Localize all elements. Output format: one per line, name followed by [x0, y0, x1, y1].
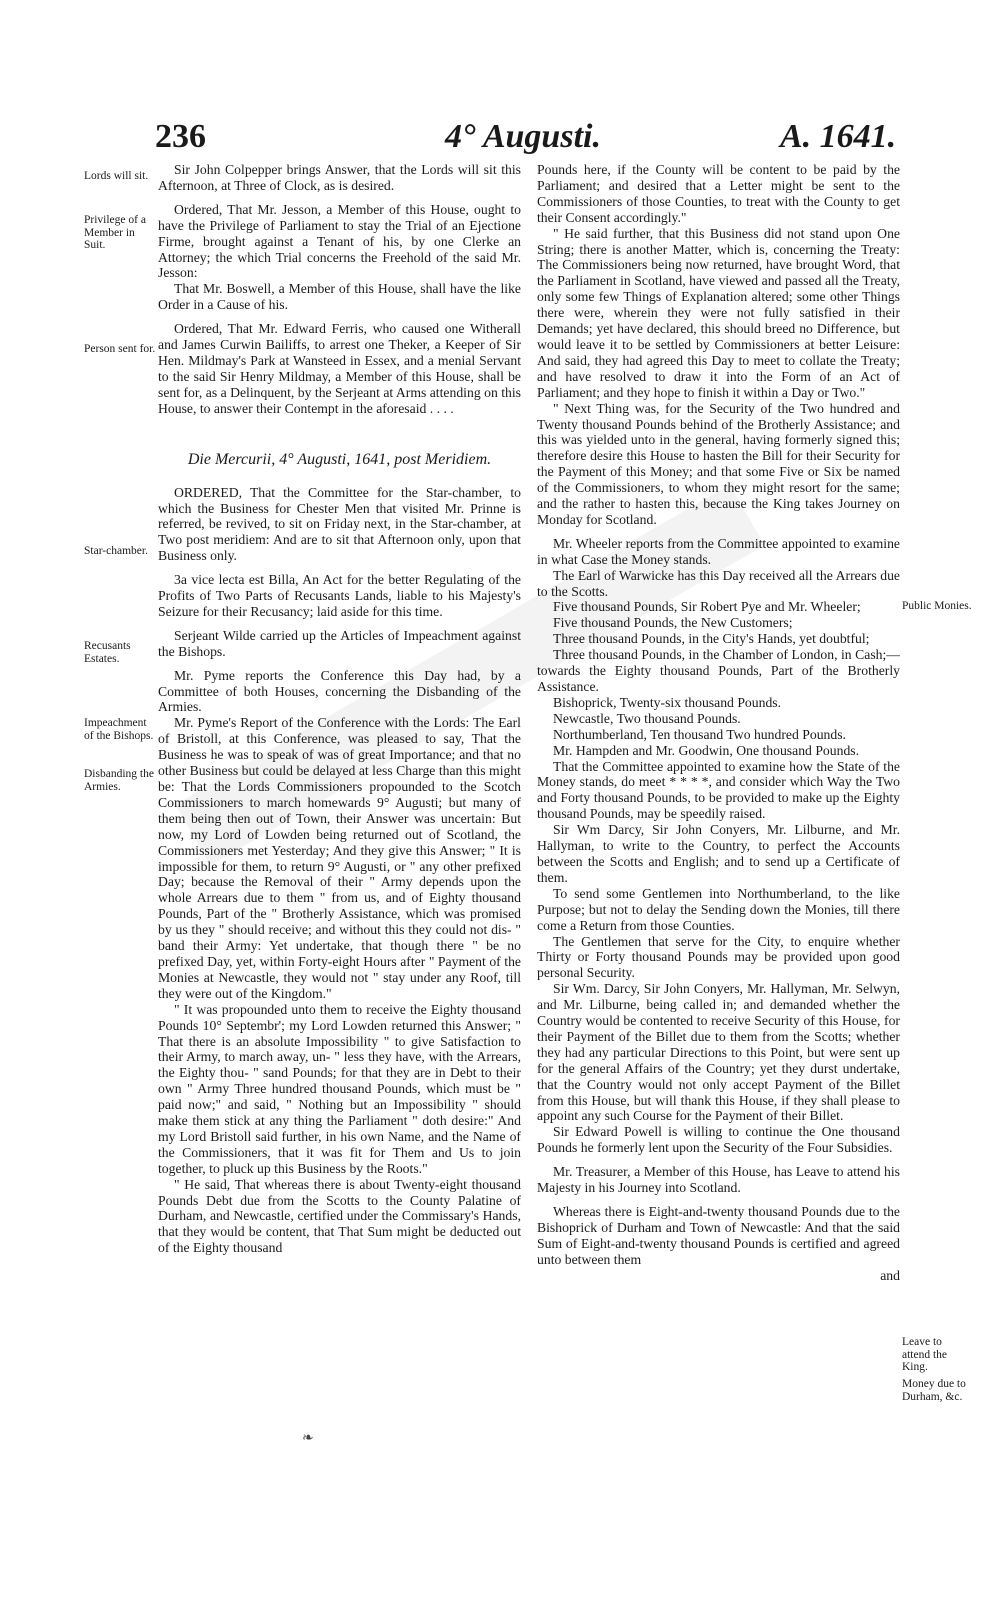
paragraph: Mr. Pyme reports the Conference this Day had, by a Committee of both Houses, concerning the Disbanding of the Armies. — [158, 667, 521, 715]
paragraph: Mr. Hampden and Mr. Goodwin, One thousand Pounds. — [553, 742, 860, 758]
margin-note-money-due: Money due to Durham, &c. — [902, 1378, 966, 1403]
paragraph: Five thousand Pounds, Sir Robert Pye and Mr. Wheeler; — [553, 599, 861, 615]
paragraph: Sir Wm. Darcy, Sir John Conyers, Mr. Hallyman, Mr. Selwyn, and Mr. Lilburne, being called in; and demanded whether the Country would be contented to receive Security of this House, for their Payment of the Billet due to them from the Scotts; whether they had any particular Directions to this Point, but were sent up for the general Affairs of the Country; yet they durst undertake, that the Country would not only accept Payment of the Billet from this House, but will thank this House, if they shall please to appoint any such Course for the Payment of their Billet. — [537, 981, 900, 1124]
catchword: and — [880, 1267, 900, 1283]
margin-note-recusants: Recusants Estates. — [84, 640, 131, 665]
paragraph: Ordered, That Mr. Jesson, a Member of this House, ought to have the Privilege of Parliament to stay the Trial of an Ejectione Firme, brought against a Tenant of his, by one Clerke an Attorney; the which Trial concerns the Freehold of the said Mr. Jesson: — [158, 201, 521, 281]
paragraph: Whereas there is Eight-and-twenty thousand Pounds due to the Bishoprick of Durham and Town of Newcastle: And that the said Sum of Eight-and-twenty thousand Pounds is certified and agreed unto between them — [537, 1204, 900, 1267]
paragraph: The Earl of Warwicke has this Day received all the Arrears due to the Scotts. — [537, 567, 900, 599]
left-column — [158, 162, 521, 1256]
margin-note-star-chamber: Star-chamber. — [84, 545, 148, 557]
right-column — [537, 162, 900, 1284]
margin-note-privilege: Privilege of a Member in Suit. — [84, 214, 146, 251]
paragraph: Pounds here, if the County will be content to be paid by the Parliament; and desired that a Letter might be sent to the Commissioners of those Counties, to treat with the County to get their Consent accordingly." — [537, 162, 900, 225]
printer-ornament-icon: ❧ — [302, 1431, 314, 1446]
paragraph: Ordered, That Mr. Edward Ferris, who caused one Witherall and James Curwin Bailiffs, to arrest one Theker, a Keeper of Sir Hen. Mildmay's Park at Wansteed in Essex, and a menial Servant to the said Sir Henry Mildmay, a Member of this House, shall be sent for, as a Delinquent, by the Serjeant at Arms attending on this House, to answer their Contempt in the aforesaid . . . . — [158, 321, 521, 416]
margin-note-leave: Leave to attend the King. — [902, 1336, 948, 1373]
running-year: A. 1641. — [780, 118, 897, 155]
paragraph: Sir Edward Powell is willing to continue the One thousand Pounds he formerly lent upon the Security of the Four Subsidies. — [537, 1124, 900, 1156]
paragraph: Bishoprick, Twenty-six thousand Pounds. — [553, 694, 782, 710]
paragraph: Serjeant Wilde carried up the Articles of Impeachment against the Bishops. — [158, 627, 521, 659]
paragraph: " It was propounded unto them to receive the Eighty thousand Pounds 10° Septembr'; my Lord Lowden returned this Answer; " That there is an absolute Impossibility " to give Satisfaction to their Army, to march away, un- " less they have, with the Arrears, the Eighty thou- " sand Pounds; for that they are in Debt to their own " Army Three hundred thousand Pounds, which must be " paid now;" and said, " Nothing but an Impossibility " should make them stick at any thing the Parliament " doth desire:" And my Lord Bristoll said further, in his own Name, and the Name of the Commissioners, that it was fit for Them and Us to join together, to pluck up this Business by the Roots." — [158, 1001, 521, 1176]
page-number: 236 — [155, 118, 206, 155]
paragraph: " He said, That whereas there is about Twenty-eight thousand Pounds Debt due from the Scotts to the County Palatine of Durham, and Newcastle, certified under the Commissary's Hands, that they would be content, that That Sum might be deducted out of the Eighty thousand — [158, 1176, 521, 1256]
paragraph: " He said further, that this Business did not stand upon One String; there is another Matter, which is, concerning the Treaty: The Commissioners being now returned, have brought Word, that the Parliament in Scotland, have viewed and passed all the Treaty, only some few Things of Explanation altered; some other Things there were, wherein they were not fully satisfied in their Demands; yet have declared, this should breed no Difference, but would leave it to be settled by Commissioners at better Leisure: And said, they had agreed this Day to meet to collate the Treaty; and have resolved to draw it into the Form of an Act of Parliament; and they hope to finish it within a Day or Two." — [537, 225, 900, 400]
section-heading: Die Mercurii, 4° Augusti, 1641, post Meridiem. — [187, 450, 492, 468]
margin-note-impeachment: Impeachment of the Bishops. — [84, 717, 154, 742]
paragraph: Five thousand Pounds, the New Customers; — [553, 615, 793, 631]
paragraph: Three thousand Pounds, in the Chamber of London, in Cash;—towards the Eighty thousand Pounds, Part of the Brotherly Assistance. — [537, 647, 900, 694]
running-title: 4° Augusti. — [445, 118, 601, 155]
paragraph: Newcastle, Two thousand Pounds. — [553, 710, 741, 726]
paragraph: The Gentlemen that serve for the City, to enquire whether Thirty or Forty thousand Pounds may be provided upon good personal Security. — [537, 933, 900, 981]
paragraph: Mr. Treasurer, a Member of this House, has Leave to attend his Majesty in his Journey into Scotland. — [537, 1164, 900, 1196]
margin-note-person-sent-for: Person sent for. — [84, 343, 156, 355]
paragraph: Mr. Wheeler reports from the Committee appointed to examine in what Case the Money stands. — [537, 535, 900, 567]
paragraph: Northumberland, Ten thousand Two hundred Pounds. — [553, 726, 846, 742]
paragraph: ORDERED, That the Committee for the Star-chamber, to which the Business for Chester Men that visited Mr. Prinne is referred, be revived, to sit on Friday next, in the Star-chamber, at Two post meridiem: And are to sit that Afternoon only, upon that Business only. — [158, 484, 521, 564]
paragraph: Mr. Pyme's Report of the Conference with the Lords: The Earl of Bristoll, at this Conference, was pleased to say, That the Business he was to speak of was of great Importance; and that no other Business but could be delayed at less Charge than this might be: That the Lords Commissioners propounded to the Scotch Commissioners to march homewards 9° Augusti; but many of them being then out of Town, their Answer was uncertain: But now, my Lord of Lowden being returned out of Scotland, the Commissioners met Yesterday; And they give this Answer; " It is impossible for them, to return 9° Augusti, or " any other prefixed Day; because the Removal of their " Army depends upon the whole Arrears due to them " from us, and of Eighty thousand Pounds, Part of the " Brotherly Assistance, which was promised by us they " should receive; and without this they could not dis- " band their Army: Yet undertake, that though there " be no prefixed Day, yet, within Forty-eight Hours after " Payment of the Monies at Newcastle, they would not " stay under any Roof, till they were out of the Kingdom." — [158, 715, 521, 1001]
margin-note-lords-will-sit: Lords will sit. — [84, 170, 149, 182]
paragraph: Sir Wm Darcy, Sir John Conyers, Mr. Lilburne, and Mr. Hallyman, to write to the Country, to perfect the Accounts between the Scotts and English; and to send up a Certificate of them. — [537, 822, 900, 885]
paragraph: " Next Thing was, for the Security of the Two hundred and Twenty thousand Pounds behind of the Brotherly Assistance; and this was yielded unto in the general, having formerly signed this; therefore desire this House to hasten the Bill for their Security for the Payment of this Money; and that some Five or Six be named of the Commissioners, to whom they might resort for the same; and the rather to hasten this, because the King takes Journey on Monday for Scotland. — [537, 400, 900, 527]
paragraph: That the Committee appointed to examine how the State of the Money stands, do meet * * * *, and consider which Way the Two and Forty thousand Pounds, to be provided to make up the Eighty thousand Pounds, may be speedily raised. — [537, 758, 900, 822]
paragraph: Three thousand Pounds, in the City's Hands, yet doubtful; — [553, 631, 870, 647]
margin-note-public-monies: Public Monies. — [902, 600, 972, 612]
margin-note-disbanding: Disbanding the Armies. — [84, 768, 154, 793]
paragraph: To send some Gentlemen into Northumberland, to the like Purpose; but not to delay the Sending down the Monies, till there come a Return from those Counties. — [537, 885, 900, 933]
paragraph: 3a vice lecta est Billa, An Act for the better Regulating of the Profits of Two Parts of Recusants Lands, liable to his Majesty's Seizure for their Recusancy; laid aside for this time. — [158, 572, 521, 619]
paragraph: Sir John Colpepper brings Answer, that the Lords will sit this Afternoon, at Three of Clock, as is desired. — [158, 162, 521, 193]
paragraph: That Mr. Boswell, a Member of this House, shall have the like Order in a Cause of his. — [158, 281, 521, 313]
